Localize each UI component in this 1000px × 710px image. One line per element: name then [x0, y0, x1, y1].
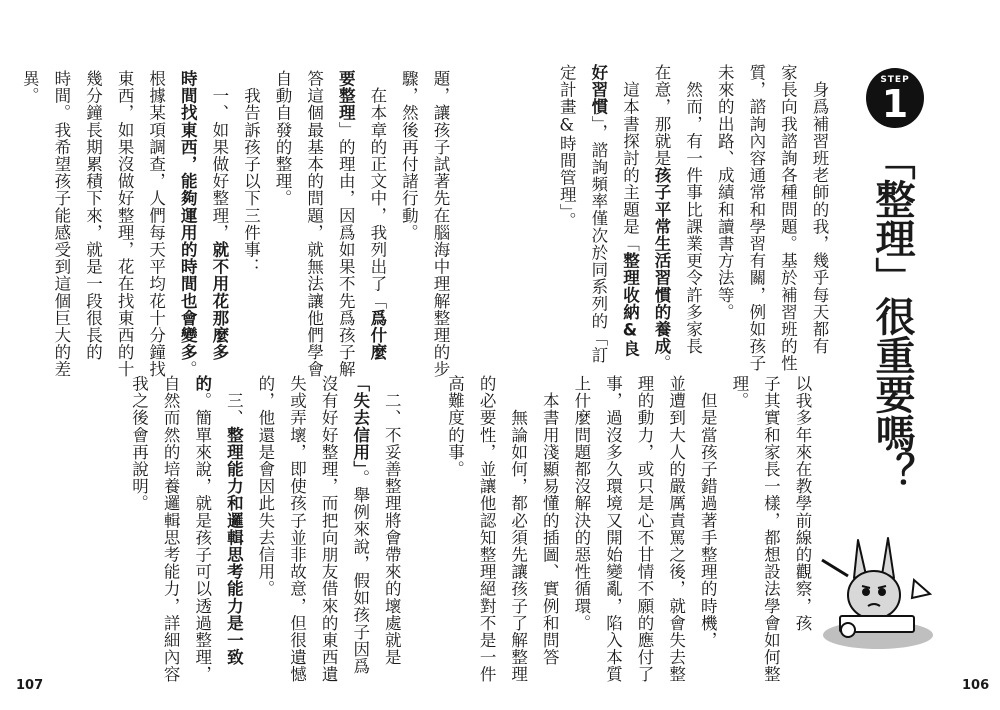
text-column: 在意，那就是孩子平常生活習慣的養成。	[652, 64, 672, 372]
text-column: 上什麼問題都沒解決的惡性循環。	[571, 375, 591, 632]
text-column: 本書用淺顯易懂的插圖、實例和問答	[540, 375, 560, 666]
emphasis-text: 整理能力和邏輯思考能力是一致	[224, 426, 244, 666]
step-number: 1	[881, 82, 909, 126]
page-number-right: 106	[962, 678, 990, 693]
text-column: 一、如果做好整理，就不用花那麼多	[209, 70, 229, 361]
text-column: 驟，然後再付諸行動。	[399, 70, 419, 241]
text-column: 時間找東西，能夠運用的時間也會變多。	[178, 70, 198, 378]
text-column: 的必要性，並讓他認知整理絕對不是一件	[477, 375, 497, 683]
text-column: 但是當孩子錯過著手整理的時機，	[698, 375, 718, 649]
text-column: 然而，有一件事比課業更令許多家長	[683, 64, 703, 355]
text-column: 答這個最基本的問題，就無法讓他們學會	[304, 70, 324, 378]
text-column: 無論如何，都必須先讓孩子了解整理	[508, 375, 528, 683]
text-column: 東西，如果沒做好整理，花在找東西的十	[115, 70, 135, 378]
text-column: 三、整理能力和邏輯思考能力是一致	[224, 375, 244, 666]
text-column: 自動自發的整理。	[273, 70, 293, 207]
text-column: 我之後會再說明。	[129, 375, 149, 512]
text-column: 好習慣」，諮詢頻率僅次於同系列的「訂	[588, 64, 608, 364]
text-column: 高難度的事。	[445, 375, 465, 478]
emphasis-text: 就不用花那麼多	[209, 241, 229, 361]
emphasis-text: 要整理	[336, 70, 356, 122]
text-column: 根據某項調查，人們每天平均花十分鐘找	[146, 70, 166, 378]
text-column: 質，諮詢內容通常和學習有關，例如孩子	[746, 64, 766, 372]
text-column: 失或弄壞，即使孩子並非故意，但很遺憾	[287, 375, 307, 683]
chapter-title: 「整理」很重要嗎？	[869, 140, 915, 491]
emphasis-text: 「失去信用」	[350, 375, 370, 470]
text-column: 幾分鐘長期累積下來，就是一段很長的	[83, 70, 103, 361]
text-column: 未來的出路、成績和讀書方法等。	[715, 64, 735, 321]
emphasis-text: 好習慣	[588, 64, 608, 116]
text-column: 題，讓孩子試著先在腦海中理解整理的步	[431, 70, 450, 378]
right-page-body-top	[557, 64, 835, 372]
step-label: STEP	[880, 75, 910, 85]
emphasis-text: 時間找東西，能夠運用的時間也會變多	[178, 70, 198, 361]
text-column	[407, 375, 439, 660]
step-badge	[866, 68, 924, 128]
text-column: 我告訴孩子以下三件事：	[241, 70, 261, 276]
text-column: 的。簡單來說，就是孩子可以透過整理，	[192, 375, 212, 683]
text-column: 異。	[20, 70, 40, 105]
text-column: 以我多年來在教學前線的觀察，孩	[793, 375, 812, 632]
text-column: 時間。我希望孩子能感受到這個巨大的差	[51, 70, 71, 378]
emphasis-text: 整理收納&良	[620, 252, 640, 358]
text-column: 理的動力，或只是心不甘情不願的應付了	[635, 375, 655, 683]
text-column: 「失去信用」。舉例來說，假如孩子因爲	[350, 375, 370, 675]
text-column: 自然而然的培養邏輯思考能力，詳細內容	[161, 375, 181, 683]
text-column: 事，過沒多久環境又開始變亂，陷入本質	[603, 375, 623, 683]
text-column: 要整理」的理由，因爲如果不先爲孩子解	[336, 70, 356, 378]
text-column: 定計畫&時間管理」。	[557, 64, 577, 230]
text-column: 的，他還是會因此失去信用。	[255, 375, 275, 598]
kangaroo-illustration	[818, 520, 938, 655]
emphasis-text: 孩子平常生活習慣的養成	[652, 166, 672, 355]
right-page-body-bottom	[129, 375, 818, 683]
text-column: 這本書探討的主題是「整理收納&良	[620, 64, 640, 358]
text-column: 子其實和家長一樣，都想設法學會如何整	[761, 375, 781, 683]
text-column: 二、不妥善整理將會帶來的壞處就是	[382, 375, 402, 666]
text-column: 家長向我諮詢各種問題。基於補習班的性	[778, 64, 798, 372]
text-column: 並遭到大人的嚴厲責罵之後，就會失去整	[666, 375, 686, 683]
page-number-left: 107	[16, 678, 44, 693]
emphasis-text: 的	[192, 375, 212, 393]
text-column: 身爲補習班老師的我，幾乎每天都有	[810, 64, 829, 355]
text-column: 理。	[729, 375, 749, 410]
emphasis-text: 爲什麼	[367, 309, 387, 361]
text-column: 在本章的正文中，我列出了「爲什麼	[367, 70, 387, 361]
text-column: 沒有好好整理，而把向朋友借來的東西遺	[319, 375, 339, 683]
